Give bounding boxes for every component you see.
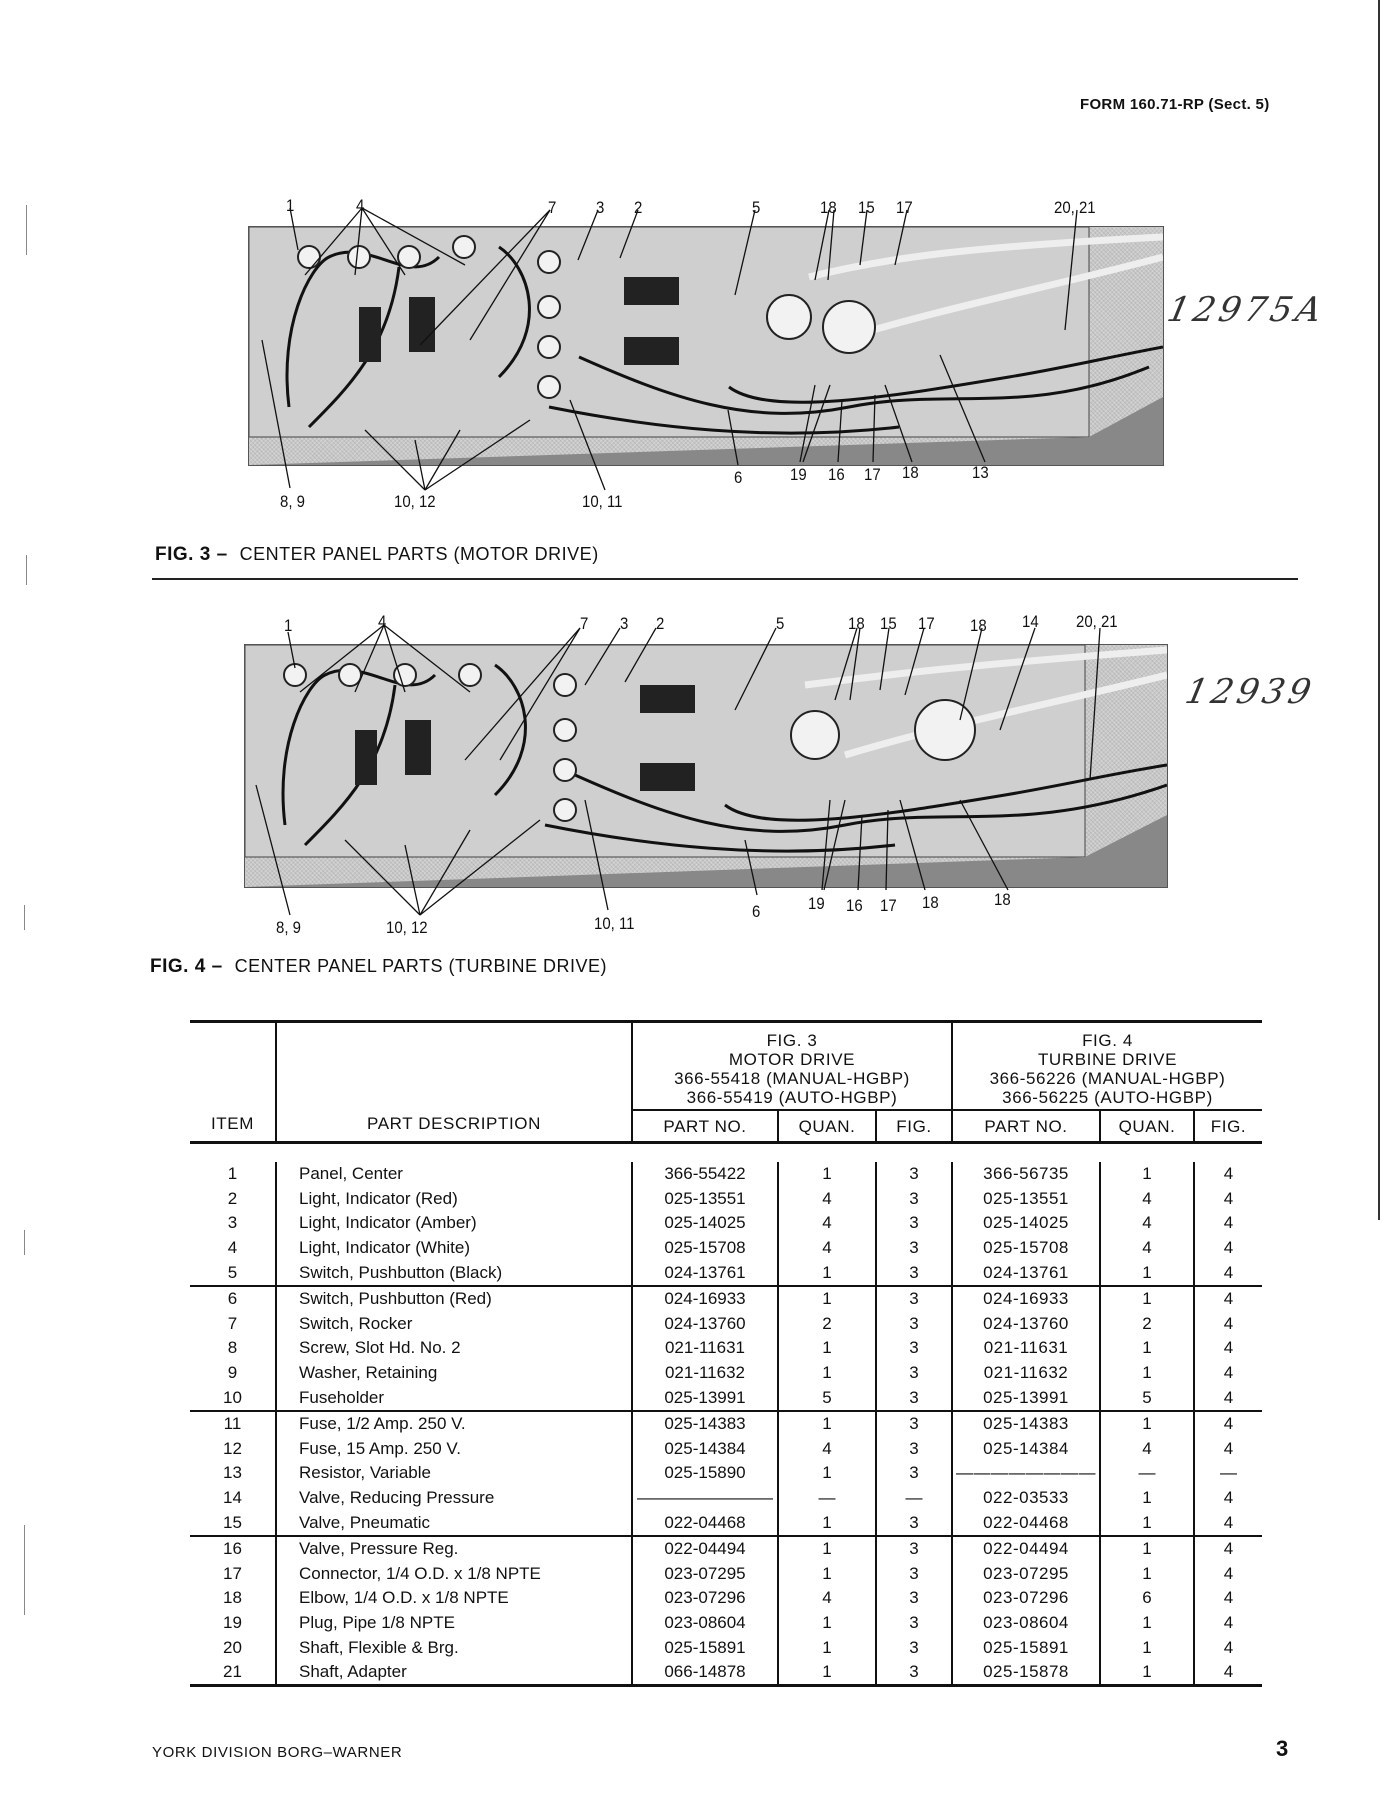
header-fig-fig4: FIG. xyxy=(1194,1110,1262,1143)
fig3-part-no: 023-07295 xyxy=(632,1562,778,1587)
fig4-part-no: 025-15891 xyxy=(952,1635,1100,1660)
fig3-quantity: 1 xyxy=(778,1162,876,1187)
fig4-quantity: 1 xyxy=(1100,1361,1194,1386)
part-description: Valve, Pressure Reg. xyxy=(276,1536,632,1562)
fig4-part-no: 366-56735 xyxy=(952,1162,1100,1187)
table-row xyxy=(190,1536,1262,1562)
fig4-quantity: 1 xyxy=(1100,1486,1194,1511)
fig3-quantity: 1 xyxy=(778,1260,876,1286)
fig3-label: FIG. 3 xyxy=(766,1031,818,1050)
fig4-figure: 4 xyxy=(1194,1562,1262,1587)
fig3-quantity: — xyxy=(778,1486,876,1511)
table-row xyxy=(190,1211,1262,1236)
figure-title: CENTER PANEL PARTS (TURBINE DRIVE) xyxy=(234,956,608,976)
fig3-quantity: 2 xyxy=(778,1312,876,1337)
fig3-figure: — xyxy=(876,1486,952,1511)
header-part-no-fig3: PART NO. xyxy=(632,1110,778,1143)
publisher-footer: YORK DIVISION BORG–WARNER xyxy=(152,1744,403,1761)
fig3-quantity: 1 xyxy=(778,1536,876,1562)
figure-label: FIG. 3 – xyxy=(155,544,228,565)
fig4-figure: 4 xyxy=(1194,1286,1262,1312)
fig4-part-no: 021-11632 xyxy=(952,1361,1100,1386)
fig3-quantity: 4 xyxy=(778,1211,876,1236)
fig4-quantity: 4 xyxy=(1100,1211,1194,1236)
item-number: 19 xyxy=(223,1612,242,1632)
header-fig-fig3: FIG. xyxy=(876,1110,952,1143)
handwritten-note: 12975A xyxy=(1163,290,1329,330)
fig3-quantity: 1 xyxy=(778,1461,876,1486)
callout-label: 15 xyxy=(858,198,875,217)
form-number: FORM 160.71-RP (Sect. 5) xyxy=(1080,96,1270,113)
fig4-part-no: 023-08604 xyxy=(952,1611,1100,1636)
fig4-figure: 4 xyxy=(1194,1162,1262,1187)
figure-caption xyxy=(150,956,607,978)
margin-mark xyxy=(24,1230,25,1255)
header-separator xyxy=(190,1143,1262,1163)
fig3-quantity: 1 xyxy=(778,1411,876,1437)
fig4-figure: 4 xyxy=(1194,1361,1262,1386)
callout-label: 18 xyxy=(922,893,939,912)
fig3-figure: 3 xyxy=(876,1437,952,1462)
fig4-quantity: 1 xyxy=(1100,1286,1194,1312)
page-number: 3 xyxy=(1276,1736,1289,1761)
fig3-quantity: 4 xyxy=(778,1437,876,1462)
part-description: Switch, Pushbutton (Red) xyxy=(276,1286,632,1312)
fig4-manual-assembly: 366-56226 (MANUAL-HGBP) xyxy=(989,1069,1226,1088)
fig4-figure: 4 xyxy=(1194,1510,1262,1536)
table-row xyxy=(190,1162,1262,1187)
fig3-part-no: 022-04468 xyxy=(632,1510,778,1536)
callout-label: 19 xyxy=(790,465,807,484)
callout-label: 13 xyxy=(972,463,989,482)
callout-label: 1 xyxy=(284,616,293,635)
fig4-quantity: 4 xyxy=(1100,1236,1194,1261)
part-description: Shaft, Flexible & Brg. xyxy=(276,1635,632,1660)
fig4-part-no: 025-14384 xyxy=(952,1437,1100,1462)
fig3-part-no: 025-13991 xyxy=(632,1385,778,1411)
table-header-row xyxy=(190,1022,1262,1111)
part-description: Light, Indicator (White) xyxy=(276,1236,632,1261)
fig3-quantity: 1 xyxy=(778,1660,876,1686)
fig4-figure: 4 xyxy=(1194,1211,1262,1236)
fig4-part-no: 025-15708 xyxy=(952,1236,1100,1261)
fig3-part-no: ———————— xyxy=(632,1486,778,1511)
callout-label: 17 xyxy=(896,198,913,217)
fig3-figure: 3 xyxy=(876,1635,952,1660)
callout-label: 14 xyxy=(1022,612,1039,631)
fig3-figure: 3 xyxy=(876,1336,952,1361)
callout-label: 6 xyxy=(734,468,743,487)
table-row xyxy=(190,1411,1262,1437)
header-part-no-fig4: PART NO. xyxy=(952,1110,1100,1143)
fig4-quantity: — xyxy=(1100,1461,1194,1486)
callout-label: 18 xyxy=(820,198,837,217)
fig4-part-no: 024-13760 xyxy=(952,1312,1100,1337)
header-item: ITEM xyxy=(190,1022,276,1143)
table-row xyxy=(190,1486,1262,1511)
fig4-part-no: 024-13761 xyxy=(952,1260,1100,1286)
fig3-part-no: 024-13761 xyxy=(632,1260,778,1286)
table-row xyxy=(190,1260,1262,1286)
fig4-auto-assembly: 366-56225 (AUTO-HGBP) xyxy=(1002,1088,1213,1107)
part-description: Elbow, 1/4 O.D. x 1/8 NPTE xyxy=(276,1586,632,1611)
fig4-quantity: 1 xyxy=(1100,1635,1194,1660)
fig4-quantity: 2 xyxy=(1100,1312,1194,1337)
fig3-part-no: 025-15708 xyxy=(632,1236,778,1261)
callout-label: 10, 11 xyxy=(582,492,623,511)
fig3-quantity: 1 xyxy=(778,1361,876,1386)
item-number: 21 xyxy=(190,1660,276,1686)
fig3-part-no: 024-13760 xyxy=(632,1312,778,1337)
callout-label: 2 xyxy=(634,198,643,217)
fig4-quantity: 4 xyxy=(1100,1187,1194,1212)
fig4-figure: 4 xyxy=(1194,1236,1262,1261)
part-description: Connector, 1/4 O.D. x 1/8 NPTE xyxy=(276,1562,632,1587)
fig4-part-no: 022-04494 xyxy=(952,1536,1100,1562)
item-number: 2 xyxy=(227,1188,238,1208)
fig3-quantity: 1 xyxy=(778,1510,876,1536)
fig4-figure: 4 xyxy=(1194,1411,1262,1437)
item-number: 8 xyxy=(227,1338,238,1358)
table-row xyxy=(190,1635,1262,1660)
fig4-figure: 4 xyxy=(1194,1187,1262,1212)
fig4-quantity: 1 xyxy=(1100,1260,1194,1286)
fig3-drive: MOTOR DRIVE xyxy=(728,1050,856,1069)
callout-label: 10, 12 xyxy=(394,492,436,511)
fig3-figure: 3 xyxy=(876,1236,952,1261)
fig4-figure: 4 xyxy=(1194,1437,1262,1462)
callout-label: 3 xyxy=(596,198,605,217)
fig4-figure: 4 xyxy=(1194,1385,1262,1411)
table-row xyxy=(190,1286,1262,1312)
part-description: Resistor, Variable xyxy=(276,1461,632,1486)
item-number: 1 xyxy=(227,1164,238,1184)
part-description: Valve, Pneumatic xyxy=(276,1510,632,1536)
item-number: 18 xyxy=(223,1588,242,1608)
fig3-part-no: 025-13551 xyxy=(632,1187,778,1212)
table-row xyxy=(190,1586,1262,1611)
item-number: 6 xyxy=(190,1286,276,1312)
callout-label: 3 xyxy=(620,614,629,633)
fig3-part-no: 021-11632 xyxy=(632,1361,778,1386)
callout-label: 10, 11 xyxy=(594,914,635,933)
item-number: 5 xyxy=(227,1262,238,1282)
callout-label: 20, 21 xyxy=(1076,612,1118,631)
table-row xyxy=(190,1336,1262,1361)
callout-label: 2 xyxy=(656,614,665,633)
callout-label: 4 xyxy=(356,196,365,215)
fig4-part-no: 023-07296 xyxy=(952,1586,1100,1611)
fig4-part-no: 022-03533 xyxy=(952,1486,1100,1511)
part-description: Fuse, 15 Amp. 250 V. xyxy=(276,1437,632,1462)
fig4-figure: 4 xyxy=(1194,1660,1262,1686)
fig4-part-no: 025-13551 xyxy=(952,1187,1100,1212)
fig3-figure: 3 xyxy=(876,1562,952,1587)
fig4-quantity: 6 xyxy=(1100,1586,1194,1611)
fig3-part-no: 025-15891 xyxy=(632,1635,778,1660)
fig3-part-no: 023-07296 xyxy=(632,1586,778,1611)
part-description: Screw, Slot Hd. No. 2 xyxy=(276,1336,632,1361)
fig4-quantity: 4 xyxy=(1100,1437,1194,1462)
fig3-figure: 3 xyxy=(876,1187,952,1212)
fig3-part-no: 025-15890 xyxy=(632,1461,778,1486)
table-row xyxy=(190,1461,1262,1486)
fig4-quantity: 5 xyxy=(1100,1385,1194,1411)
wiring-illustration xyxy=(245,645,1167,887)
table-row xyxy=(190,1510,1262,1536)
fig4-figure: 4 xyxy=(1194,1611,1262,1636)
fig4-part-no: 024-16933 xyxy=(952,1286,1100,1312)
fig3-part-no: 023-08604 xyxy=(632,1611,778,1636)
callout-label: 8, 9 xyxy=(280,492,305,511)
item-number: 14 xyxy=(223,1488,242,1508)
table-row xyxy=(190,1437,1262,1462)
fig3-part-no: 066-14878 xyxy=(632,1660,778,1686)
fig3-part-no: 025-14383 xyxy=(632,1411,778,1437)
part-description: Panel, Center xyxy=(276,1162,632,1187)
callout-label: 7 xyxy=(548,198,557,217)
fig4-quantity: 1 xyxy=(1100,1510,1194,1536)
header-description: PART DESCRIPTION xyxy=(276,1022,632,1143)
callout-label: 7 xyxy=(580,614,589,633)
header-fig4-group xyxy=(952,1022,1262,1111)
table-row xyxy=(190,1187,1262,1212)
fig4-quantity: 1 xyxy=(1100,1162,1194,1187)
item-number: 12 xyxy=(223,1438,242,1458)
part-description: Switch, Rocker xyxy=(276,1312,632,1337)
item-number: 9 xyxy=(227,1363,238,1383)
table-row xyxy=(190,1562,1262,1587)
fig4-quantity: 1 xyxy=(1100,1336,1194,1361)
fig3-part-no: 021-11631 xyxy=(632,1336,778,1361)
callout-label: 17 xyxy=(864,465,881,484)
fig3-figure: 3 xyxy=(876,1411,952,1437)
callout-label: 15 xyxy=(880,614,897,633)
fig3-figure: 3 xyxy=(876,1260,952,1286)
header-quan-fig3: QUAN. xyxy=(778,1110,876,1143)
fig3-figure: 3 xyxy=(876,1461,952,1486)
handwritten-note: 12939 xyxy=(1181,672,1319,712)
part-description: Light, Indicator (Amber) xyxy=(276,1211,632,1236)
fig4-part-no: 021-11631 xyxy=(952,1336,1100,1361)
callout-label: 19 xyxy=(808,894,825,913)
fig3-part-no: 366-55422 xyxy=(632,1162,778,1187)
item-number: 13 xyxy=(223,1463,242,1483)
part-description: Fuseholder xyxy=(276,1385,632,1411)
fig4-quantity: 1 xyxy=(1100,1562,1194,1587)
figure-label: FIG. 4 – xyxy=(150,956,223,977)
callout-label: 5 xyxy=(752,198,761,217)
callout-label: 16 xyxy=(846,896,863,915)
table-row xyxy=(190,1611,1262,1636)
fig4-label: FIG. 4 xyxy=(1082,1031,1133,1050)
part-description: Fuse, 1/2 Amp. 250 V. xyxy=(276,1411,632,1437)
fig3-figure: 3 xyxy=(876,1510,952,1536)
part-description: Plug, Pipe 1/8 NPTE xyxy=(276,1611,632,1636)
part-description: Shaft, Adapter xyxy=(276,1660,632,1686)
callout-label: 17 xyxy=(918,614,935,633)
fig4-quantity: 1 xyxy=(1100,1611,1194,1636)
fig3-quantity: 1 xyxy=(778,1562,876,1587)
fig4-figure: 4 xyxy=(1194,1260,1262,1286)
callout-label: 10, 12 xyxy=(386,918,428,937)
fig4-part-no: 023-07295 xyxy=(952,1562,1100,1587)
part-description: Washer, Retaining xyxy=(276,1361,632,1386)
fig3-quantity: 1 xyxy=(778,1635,876,1660)
fig4-quantity: 1 xyxy=(1100,1660,1194,1686)
table-row xyxy=(190,1312,1262,1337)
callout-label: 16 xyxy=(828,465,845,484)
fig4-figure: 4 xyxy=(1194,1312,1262,1337)
fig3-quantity: 4 xyxy=(778,1586,876,1611)
item-number: 20 xyxy=(223,1637,242,1657)
fig3-figure: 3 xyxy=(876,1586,952,1611)
callout-label: 18 xyxy=(902,463,919,482)
fig4-part-no: 022-04468 xyxy=(952,1510,1100,1536)
fig3-figure: 3 xyxy=(876,1611,952,1636)
fig4-figure: 4 xyxy=(1194,1336,1262,1361)
fig4-part-no: ———————— xyxy=(952,1461,1100,1486)
callout-label: 17 xyxy=(880,896,897,915)
parts-table xyxy=(190,1020,1262,1687)
part-description: Valve, Reducing Pressure xyxy=(276,1486,632,1511)
item-number: 4 xyxy=(227,1238,238,1258)
header-fig3-group xyxy=(632,1022,952,1111)
part-description: Switch, Pushbutton (Black) xyxy=(276,1260,632,1286)
callout-label: 8, 9 xyxy=(276,918,301,937)
fig3-quantity: 1 xyxy=(778,1336,876,1361)
item-number: 16 xyxy=(190,1536,276,1562)
item-number: 10 xyxy=(223,1387,242,1407)
fig4-figure: — xyxy=(1194,1461,1262,1486)
fig3-quantity: 1 xyxy=(778,1286,876,1312)
fig3-part-no: 025-14384 xyxy=(632,1437,778,1462)
callout-label: 18 xyxy=(994,890,1011,909)
item-number: 7 xyxy=(227,1313,238,1333)
fig3-part-no: 025-14025 xyxy=(632,1211,778,1236)
fig4-figure: 4 xyxy=(1194,1586,1262,1611)
fig3-figure: 3 xyxy=(876,1385,952,1411)
fig3-manual-assembly: 366-55418 (MANUAL-HGBP) xyxy=(674,1069,910,1088)
fig4-drive: TURBINE DRIVE xyxy=(1037,1050,1178,1069)
fig3-auto-assembly: 366-55419 (AUTO-HGBP) xyxy=(686,1088,898,1107)
fig3-quantity: 5 xyxy=(778,1385,876,1411)
fig4-part-no: 025-13991 xyxy=(952,1385,1100,1411)
item-number: 3 xyxy=(227,1213,238,1233)
fig3-figure: 3 xyxy=(876,1660,952,1686)
fig4-figure: 4 xyxy=(1194,1536,1262,1562)
item-number: 15 xyxy=(223,1512,242,1532)
callout-label: 4 xyxy=(378,612,387,631)
item-number: 17 xyxy=(223,1563,242,1583)
fig4-part-no: 025-14025 xyxy=(952,1211,1100,1236)
fig4-quantity: 1 xyxy=(1100,1411,1194,1437)
header-quan-fig4: QUAN. xyxy=(1100,1110,1194,1143)
fig4-part-no: 025-14383 xyxy=(952,1411,1100,1437)
table-row xyxy=(190,1236,1262,1261)
fig3-quantity: 1 xyxy=(778,1611,876,1636)
item-number: 11 xyxy=(190,1411,276,1437)
fig4-figure: 4 xyxy=(1194,1635,1262,1660)
fig3-figure: 3 xyxy=(876,1312,952,1337)
callout-label: 6 xyxy=(752,902,761,921)
fig4-panel-photo xyxy=(244,644,1168,888)
fig3-quantity: 4 xyxy=(778,1236,876,1261)
callout-label: 20, 21 xyxy=(1054,198,1096,217)
fig3-figure: 3 xyxy=(876,1162,952,1187)
fig4-figure: 4 xyxy=(1194,1486,1262,1511)
parts-table-body xyxy=(190,1162,1262,1686)
callout-label: 18 xyxy=(848,614,865,633)
fig3-part-no: 022-04494 xyxy=(632,1536,778,1562)
fig3-part-no: 024-16933 xyxy=(632,1286,778,1312)
callout-label: 18 xyxy=(970,616,987,635)
fig3-figure: 3 xyxy=(876,1361,952,1386)
fig3-quantity: 4 xyxy=(778,1187,876,1212)
figure-title: CENTER PANEL PARTS (MOTOR DRIVE) xyxy=(239,544,599,564)
callout-label: 1 xyxy=(286,196,295,215)
callout-label: 5 xyxy=(776,614,785,633)
margin-mark xyxy=(24,1525,25,1615)
fig3-figure: 3 xyxy=(876,1286,952,1312)
table-row xyxy=(190,1660,1262,1686)
fig3-figure: 3 xyxy=(876,1211,952,1236)
fig4-part-no: 025-15878 xyxy=(952,1660,1100,1686)
table-row xyxy=(190,1361,1262,1386)
fig3-figure: 3 xyxy=(876,1536,952,1562)
part-description: Light, Indicator (Red) xyxy=(276,1187,632,1212)
fig4-quantity: 1 xyxy=(1100,1536,1194,1562)
table-row xyxy=(190,1385,1262,1411)
